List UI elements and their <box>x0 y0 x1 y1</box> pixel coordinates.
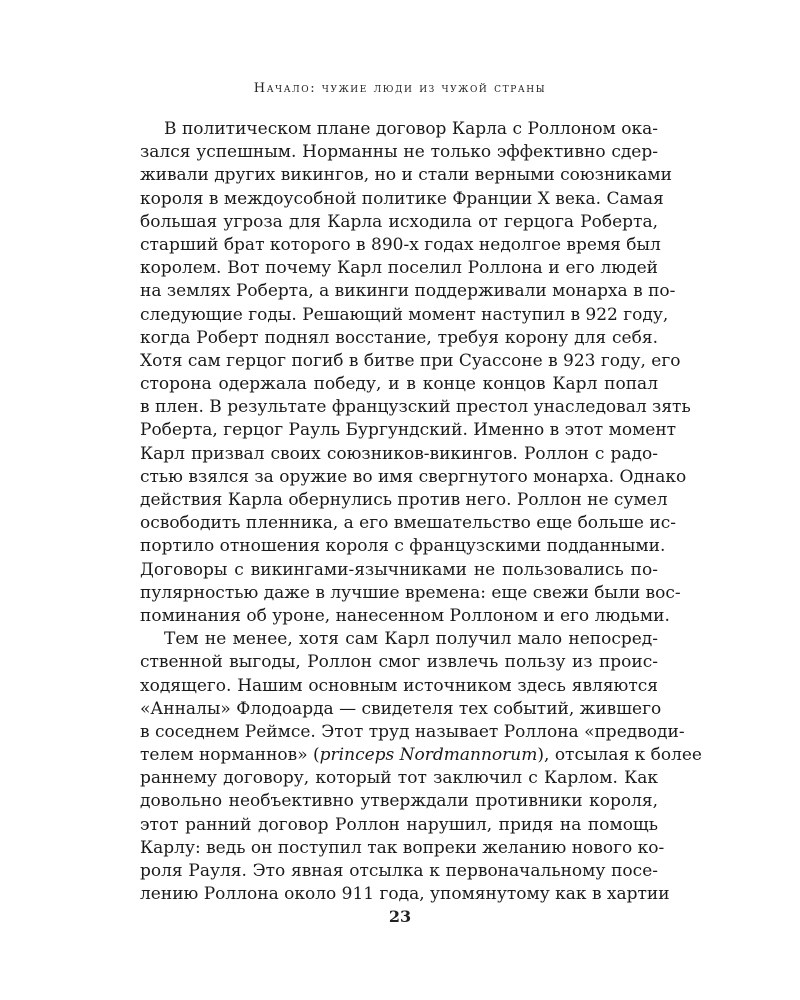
text-line: В политическом плане договор Карла с Роллоном ока- <box>164 119 658 139</box>
text-line: портило отношения короля с французскими подданными. <box>140 536 666 557</box>
running-header: Начало: чужие люди из чужой страны <box>253 81 547 96</box>
text-line: ственной выгоды, Роллон смог извлечь пользу из проис- <box>140 652 658 673</box>
page-number: 23 <box>388 907 412 926</box>
text-line: освободить пленника, а его вмешательство еще больше ис- <box>140 513 676 534</box>
text-line: когда Роберт поднял восстание, требуя корону для себя. <box>140 327 658 348</box>
text-line: Тем не менее, хотя сам Карл получил мало непосред- <box>164 629 658 650</box>
text-line: поминания об уроне, нанесенном Роллоном и его людьми. <box>140 605 670 626</box>
text-line: Договоры с викингами-язычниками не пользовались по- <box>140 559 658 580</box>
text-line: короля в междоусобной политике Франции X века. Самая <box>140 188 664 209</box>
text-segment: ), отсылая к более <box>537 745 702 766</box>
text-line: зался успешным. Норманны не только эффективно сдер- <box>140 142 658 163</box>
text-line: довольно необъективно утверждали противники короля, <box>140 791 658 812</box>
text-line: роля Рауля. Это явная отсылка к первоначальному посе- <box>140 861 658 881</box>
text-line: «Анналы» Флодоарда — свидетеля тех событий, жившего <box>140 698 662 719</box>
italic-latin-term: princeps Nordmannorum <box>319 745 538 766</box>
text-line: живали других викингов, но и стали верными союзниками <box>140 165 672 186</box>
text-line: старший брат которого в 890-х годах недолгое время был <box>140 234 661 255</box>
text-line: Роберта, герцог Рауль Бургундский. Именно в этот момент <box>140 420 677 441</box>
text-segment: телем норманнов» ( <box>140 745 320 766</box>
text-line: Карлу: ведь он поступил так вопреки желанию нового ко- <box>140 837 665 858</box>
text-line: пулярностью даже в лучшие времена: еще свежи были вос- <box>140 582 681 603</box>
text-line: этот ранний договор Роллон нарушил, придя на помощь <box>140 814 658 835</box>
text-line: Хотя сам герцог погиб в битве при Суассоне в 923 году, его <box>140 350 681 371</box>
text-line: на землях Роберта, а викинги поддерживали монарха в по- <box>140 281 676 302</box>
text-line: лению Роллона около 911 года, упомянутому как в хартии <box>140 884 670 905</box>
text-line: в плен. В результате французский престол унаследовал зять <box>140 397 691 418</box>
body-text <box>140 118 702 906</box>
text-line: ходящего. Нашим основным источником здесь являются <box>140 675 658 696</box>
text-line: действия Карла обернулись против него. Роллон не сумел <box>140 490 668 510</box>
text-line: стью взялся за оружие во имя свергнутого монарха. Однако <box>140 466 687 487</box>
text-line: в соседнем Реймсе. Этот труд называет Роллона «предводи- <box>140 721 685 742</box>
text-line: раннему договору, который тот заключил с Карлом. Как <box>140 768 658 789</box>
text-line: следующие годы. Решающий момент наступил в 922 году, <box>140 304 669 325</box>
text-line: сторона одержала победу, и в конце концов Карл попал <box>140 374 658 395</box>
text-line-with-italic <box>140 744 702 767</box>
text-line: большая угроза для Карла исходила от герцога Роберта, <box>140 211 658 232</box>
text-line: королем. Вот почему Карл поселил Роллона и его людей <box>140 258 658 279</box>
text-line: Карл призвал своих союзников-викингов. Роллон с радо- <box>140 443 658 464</box>
